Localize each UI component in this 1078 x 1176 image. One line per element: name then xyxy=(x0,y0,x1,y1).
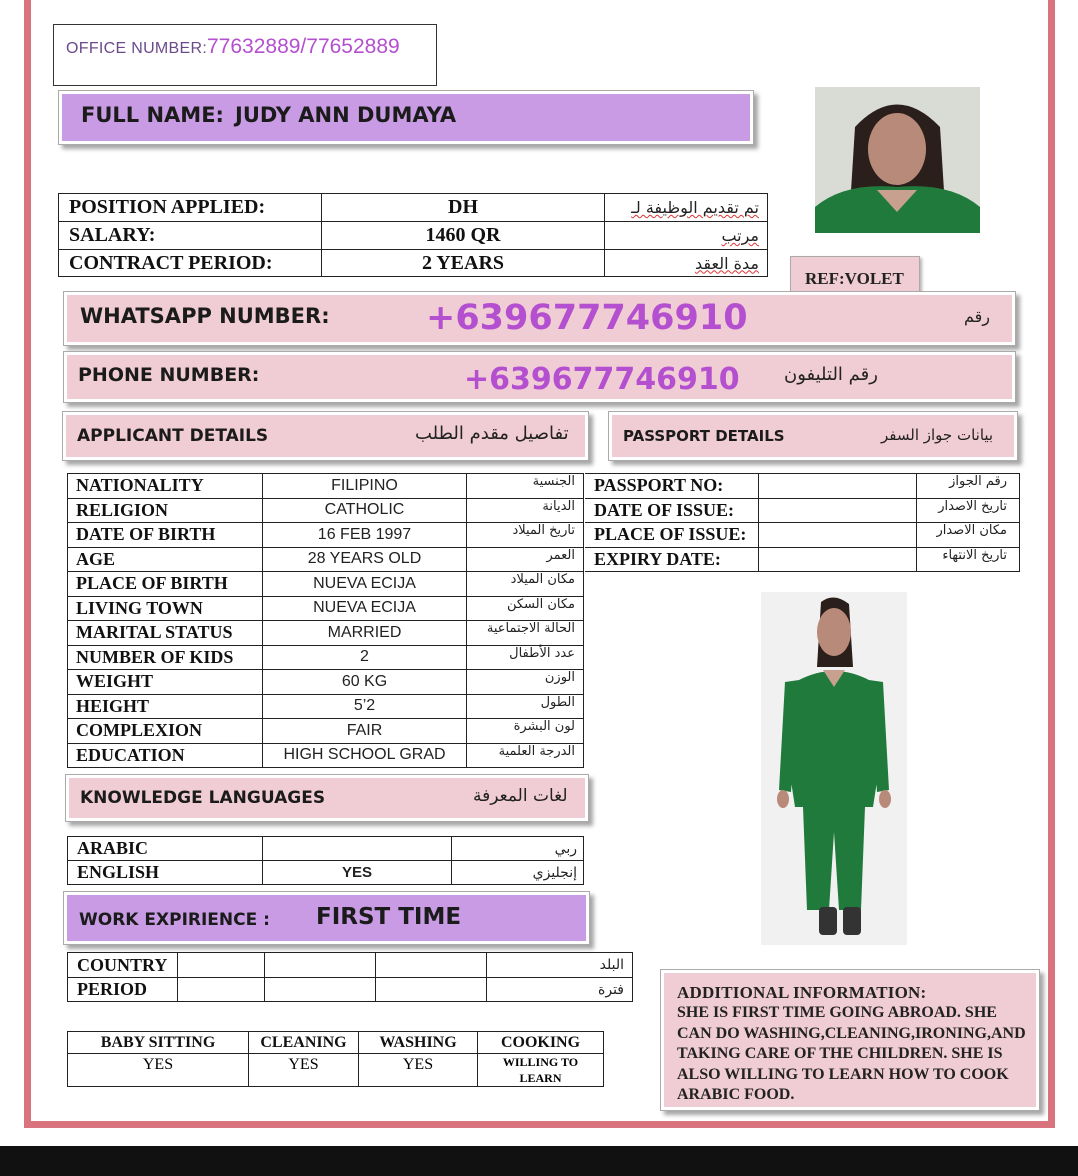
applicant-field-arabic: الوزن xyxy=(467,670,584,695)
applicant-field-value: HIGH SCHOOL GRAD xyxy=(263,743,467,768)
applicant-field-value: NUEVA ECIJA xyxy=(263,596,467,621)
page-border-right xyxy=(1048,0,1055,1128)
applicant-field-arabic: الجنسية xyxy=(467,474,584,499)
applicant-field-value: FILIPINO xyxy=(263,474,467,499)
phone-label: PHONE NUMBER: xyxy=(78,364,260,386)
applicant-field-label: MARITAL STATUS xyxy=(68,621,263,646)
work-experience-banner xyxy=(63,891,590,945)
ref-badge xyxy=(790,256,920,292)
contract-arabic: مدة العقد xyxy=(605,250,768,277)
passport-field-label: DATE OF ISSUE: xyxy=(585,498,759,523)
passport-row xyxy=(585,523,1020,548)
applicant-row xyxy=(68,694,584,719)
passport-row xyxy=(585,498,1020,523)
passport-field-arabic: رقم الجواز xyxy=(917,474,1020,499)
applicant-row xyxy=(68,474,584,499)
passport-field-arabic: تاريخ الاصدار xyxy=(917,498,1020,523)
languages-table xyxy=(67,836,584,885)
whatsapp-label: WHATSAPP NUMBER: xyxy=(80,304,330,328)
applicant-table xyxy=(67,473,584,768)
phone-arabic: رقم التليفون xyxy=(784,364,878,385)
phone-value[interactable]: +639677746910 xyxy=(464,362,740,397)
passport-details-banner xyxy=(608,411,1018,461)
applicant-field-arabic: تاريخ الميلاد xyxy=(467,523,584,548)
language-value: YES xyxy=(263,861,452,885)
work-cell xyxy=(178,953,265,978)
applicant-field-label: RELIGION xyxy=(68,498,263,523)
language-arabic: إنجليزي xyxy=(452,861,584,885)
applicant-field-label: LIVING TOWN xyxy=(68,596,263,621)
passport-field-value xyxy=(759,498,917,523)
applicant-row xyxy=(68,572,584,597)
passport-field-label: EXPIRY DATE: xyxy=(585,547,759,572)
skills-table xyxy=(67,1031,604,1087)
contract-label: CONTRACT PERIOD: xyxy=(59,250,322,277)
work-period-label: PERIOD xyxy=(68,978,178,1002)
applicant-field-arabic: العمر xyxy=(467,547,584,572)
applicant-field-arabic: مكان السكن xyxy=(467,596,584,621)
applicant-row xyxy=(68,645,584,670)
work-country-label: COUNTRY xyxy=(68,953,178,978)
applicant-field-label: DATE OF BIRTH xyxy=(68,523,263,548)
language-value xyxy=(263,837,452,861)
applicant-row xyxy=(68,743,584,768)
skill-value: YES xyxy=(249,1054,359,1087)
additional-info-box xyxy=(660,969,1040,1111)
applicant-field-value: 28 YEARS OLD xyxy=(263,547,467,572)
additional-info-title: ADDITIONAL INFORMATION: xyxy=(677,983,927,1002)
office-number-label: OFFICE NUMBER: xyxy=(66,40,208,57)
applicant-field-value: CATHOLIC xyxy=(263,498,467,523)
whatsapp-value[interactable]: +639677746910 xyxy=(426,298,748,338)
work-country-arabic: البلد xyxy=(487,953,633,978)
work-period-arabic: فترة xyxy=(487,978,633,1002)
skill-value: WILLING TO LEARN xyxy=(478,1054,604,1087)
applicant-field-arabic: لون البشرة xyxy=(467,719,584,744)
applicant-field-value: 16 FEB 1997 xyxy=(263,523,467,548)
passport-row xyxy=(585,474,1020,499)
applicant-row xyxy=(68,621,584,646)
passport-row xyxy=(585,547,1020,572)
position-arabic: تم تقديم الوظيفة لـ xyxy=(605,194,768,222)
languages-label: KNOWLEDGE LANGUAGES xyxy=(80,788,326,808)
passport-field-value xyxy=(759,547,917,572)
applicant-details-label: APPLICANT DETAILS xyxy=(77,426,269,446)
applicant-field-label: AGE xyxy=(68,547,263,572)
applicant-field-label: HEIGHT xyxy=(68,694,263,719)
applicant-field-label: NATIONALITY xyxy=(68,474,263,499)
passport-field-arabic: تاريخ الانتهاء xyxy=(917,547,1020,572)
language-label: ENGLISH xyxy=(68,861,263,885)
applicant-field-arabic: عدد الأطفال xyxy=(467,645,584,670)
bottom-bar xyxy=(0,1146,1078,1176)
applicant-row xyxy=(68,523,584,548)
work-experience-value: FIRST TIME xyxy=(316,904,462,930)
applicant-field-label: COMPLEXION xyxy=(68,719,263,744)
applicant-row xyxy=(68,719,584,744)
phone-banner xyxy=(63,351,1016,403)
languages-banner xyxy=(65,774,589,822)
passport-table xyxy=(585,473,1020,572)
passport-details-arabic: بيانات جواز السفر xyxy=(881,426,994,444)
skill-header: BABY SITTING xyxy=(68,1032,249,1054)
language-arabic: ربي xyxy=(452,837,584,861)
whatsapp-banner xyxy=(63,291,1016,346)
applicant-field-arabic: الديانة xyxy=(467,498,584,523)
work-cell xyxy=(376,978,487,1002)
additional-info-text: SHE IS FIRST TIME GOING ABROAD. SHE CAN DO WASHING,CLEANING,IRONING,AND TAKING CARE OF THE CHILDREN. SHE IS ALSO WILLING TO LEARN HOW TO COOK ARABIC FOOD. xyxy=(677,1004,1026,1103)
whatsapp-arabic: رقم xyxy=(964,307,991,326)
passport-field-arabic: مكان الاصدار xyxy=(917,523,1020,548)
office-number-value: 77632889/77652889 xyxy=(207,35,400,58)
ref-text: REF:VOLET xyxy=(805,269,904,288)
applicant-row xyxy=(68,498,584,523)
applicant-field-label: WEIGHT xyxy=(68,670,263,695)
applicant-field-arabic: الدرجة العلمية xyxy=(467,743,584,768)
full-name-value: JUDY ANN DUMAYA xyxy=(235,103,457,127)
applicant-field-arabic: الطول xyxy=(467,694,584,719)
skill-header: CLEANING xyxy=(249,1032,359,1054)
applicant-row xyxy=(68,547,584,572)
passport-field-value xyxy=(759,474,917,499)
page-border-bottom xyxy=(24,1121,1055,1128)
contract-value: 2 YEARS xyxy=(322,250,605,277)
position-label: POSITION APPLIED: xyxy=(59,194,322,222)
salary-label: SALARY: xyxy=(59,222,322,250)
full-name-banner xyxy=(58,90,754,145)
applicant-field-value: NUEVA ECIJA xyxy=(263,572,467,597)
salary-value: 1460 QR xyxy=(322,222,605,250)
applicant-field-label: NUMBER OF KIDS xyxy=(68,645,263,670)
salary-arabic: مرتب xyxy=(605,222,768,250)
headshot-photo xyxy=(815,87,980,233)
applicant-field-arabic: مكان الميلاد xyxy=(467,572,584,597)
applicant-field-label: EDUCATION xyxy=(68,743,263,768)
skill-value: YES xyxy=(359,1054,478,1087)
passport-field-value xyxy=(759,523,917,548)
skill-header: WASHING xyxy=(359,1032,478,1054)
passport-details-label: PASSPORT DETAILS xyxy=(623,427,785,445)
applicant-field-value: 5’2 xyxy=(263,694,467,719)
work-table xyxy=(67,952,633,1002)
full-body-photo xyxy=(761,592,907,945)
language-label: ARABIC xyxy=(68,837,263,861)
work-cell xyxy=(376,953,487,978)
page-border-left xyxy=(24,0,31,1128)
work-cell xyxy=(265,953,376,978)
position-table xyxy=(58,193,768,277)
work-cell xyxy=(178,978,265,1002)
work-cell xyxy=(265,978,376,1002)
applicant-field-value: FAIR xyxy=(263,719,467,744)
applicant-field-label: PLACE OF BIRTH xyxy=(68,572,263,597)
applicant-field-value: MARRIED xyxy=(263,621,467,646)
full-name-label: FULL NAME: xyxy=(81,103,224,127)
applicant-field-value: 60 KG xyxy=(263,670,467,695)
position-value: DH xyxy=(322,194,605,222)
skill-header: COOKING xyxy=(478,1032,604,1054)
applicant-row xyxy=(68,596,584,621)
passport-field-label: PLACE OF ISSUE: xyxy=(585,523,759,548)
skill-value: YES xyxy=(68,1054,249,1087)
applicant-field-arabic: الحالة الاجتماعية xyxy=(467,621,584,646)
office-number-box xyxy=(53,24,437,86)
work-experience-label: WORK EXPIRIENCE : xyxy=(79,910,270,930)
languages-arabic: لغات المعرفة xyxy=(473,786,568,806)
applicant-row xyxy=(68,670,584,695)
applicant-details-banner xyxy=(62,411,589,461)
applicant-field-value: 2 xyxy=(263,645,467,670)
passport-field-label: PASSPORT NO: xyxy=(585,474,759,499)
applicant-details-arabic: تفاصيل مقدم الطلب xyxy=(415,423,569,444)
